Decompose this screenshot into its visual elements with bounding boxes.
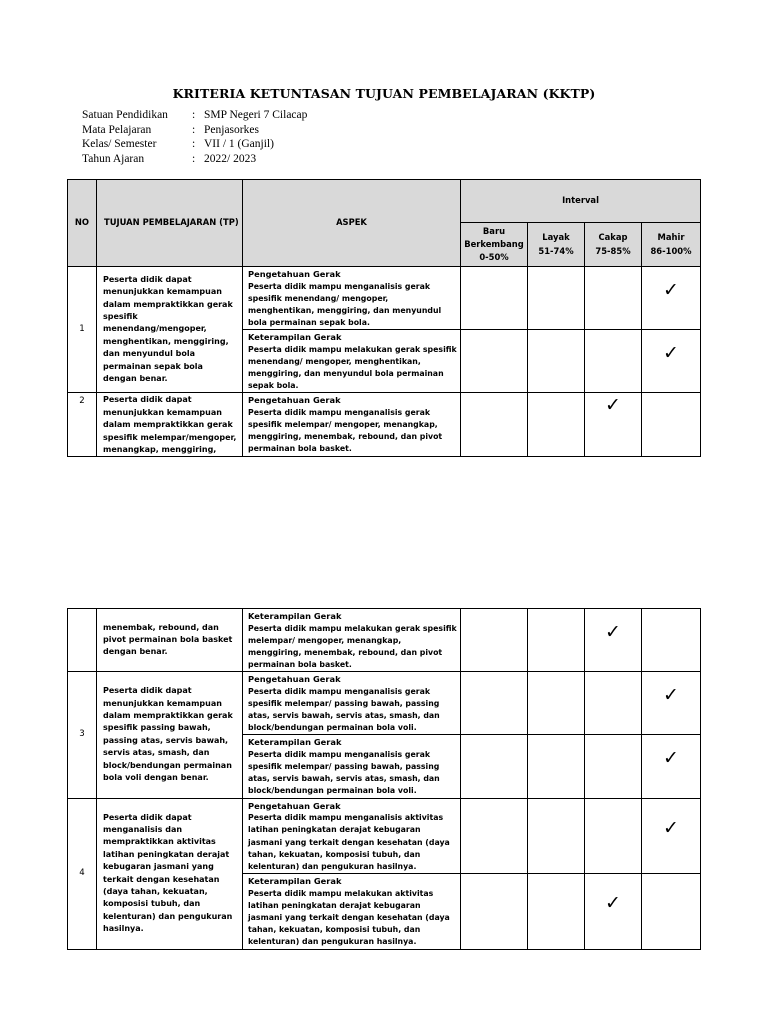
level-range: 86-100% [650,245,692,256]
row-number: 2 [68,393,97,457]
aspek-cell [243,873,461,949]
meta-label: Satuan Pendidikan [82,109,168,121]
header-level-mahir [642,223,701,267]
aspek-desc: Peserta didik mampu melakukan aktivitas latihan peningkatan derajat kebugaran jasmani yang terkait dengan kesehatan (daya tahan, kekuatan, komposisi tubuh, dan kelenturan) dan pengukuran hasilnya. [248,888,450,946]
level-cell [528,609,585,672]
level-cell [528,798,585,873]
aspek-desc: Peserta didik mampu melakukan gerak spesifik melempar/ mengoper, menangkap, menggiring, menembak, rebound, dan pivot permainan bola basket. [248,623,457,670]
aspek-cell [243,330,461,393]
aspek-desc: Peserta didik mampu menganalisis aktivitas latihan peningkatan derajat kebugaran jasmani yang terkait dengan kesehatan (daya tahan, kekuatan, komposisi tubuh, dan kelenturan) dan pengukuran hasilnya. [248,813,450,871]
aspek-cell [243,672,461,735]
meta-value: SMP Negeri 7 Cilacap [204,109,308,121]
level-cell [461,330,528,393]
level-cell [528,330,585,393]
level-range: 51-74% [538,245,574,256]
level-range: 0-50% [479,252,509,262]
level-cell [642,735,701,798]
aspek-title: Keterampilan Gerak [248,332,342,343]
level-cell [642,330,701,393]
check-icon: ✓ [663,684,679,707]
header-row [68,180,701,223]
row-number: 1 [68,267,97,393]
table-row [68,672,701,735]
check-icon: ✓ [605,394,621,417]
tp-text: menembak, rebound, dan pivot permainan bola basket dengan benar. [97,609,243,672]
tp-text: Peserta didik dapat menunjukkan kemampuan dalam mempraktikkan gerak spesifik menendang/mengoper, menghentikan, menggiring, dan menyundul bola permainan sepak bola dengan benar. [97,267,243,393]
header-level-baru [461,223,528,267]
meta-label: Tahun Ajaran [82,152,145,165]
header-interval: Interval [461,180,701,223]
level-cell [461,267,528,330]
level-name: Baru Berkembang [464,225,524,249]
level-cell [585,609,642,672]
check-icon: ✓ [605,621,621,643]
aspek-cell [243,393,461,457]
check-icon: ✓ [663,816,679,839]
meta-colon: : [192,109,196,121]
aspek-cell [243,267,461,330]
header-level-cakap [585,223,642,267]
aspek-desc: Peserta didik mampu menganalisis gerak spesifik melempar/ passing bawah, passing atas, servis bawah, servis atas, smash, dan block/bendungan permainan bola voli. [248,750,440,796]
kktp-table-page1 [67,179,701,457]
level-name: Mahir [657,232,685,243]
meta-value: VII / 1 (Ganjil) [204,138,274,150]
table-row [68,609,701,672]
level-cell [585,672,642,735]
meta-colon: : [192,138,196,150]
header-no: NO [68,180,97,267]
aspek-cell [243,735,461,798]
table-row [68,267,701,330]
level-cell [642,393,701,457]
aspek-title: Pengetahuan Gerak [248,800,341,811]
level-cell [528,267,585,330]
level-name: Cakap [598,232,628,243]
level-cell [528,393,585,457]
meta-value: 2022/ 2023 [204,152,257,165]
level-cell [642,609,701,672]
aspek-desc: Peserta didik mampu menganalisis gerak spesifik melempar/ mengoper, menangkap, menggiring, menembak, rebound, dan pivot permainan bola basket. [248,408,443,454]
meta-label: Kelas/ Semester [82,138,157,150]
check-icon: ✓ [663,279,679,301]
table-row [68,393,701,457]
level-name: Layak [542,232,570,243]
aspek-title: Pengetahuan Gerak [248,674,341,685]
level-cell [585,330,642,393]
header-aspek: ASPEK [243,180,461,267]
tp-text: Peserta didik dapat menunjukkan kemampuan dalam mempraktikkan gerak spesifik passing bawah, passing atas, servis bawah, servis atas, smash, dan block/bendungan permainan bola voli dengan benar. [97,672,243,798]
level-cell [642,798,701,873]
level-cell [528,873,585,949]
check-icon: ✓ [663,747,679,770]
level-cell [585,735,642,798]
level-cell [528,735,585,798]
aspek-cell [243,798,461,873]
aspek-desc: Peserta didik mampu menganalisis gerak spesifik melempar/ passing bawah, passing atas, servis bawah, servis atas, smash, dan block/bendungan permainan bola voli. [248,687,440,733]
page-title: KRITERIA KETUNTASAN TUJUAN PEMBELAJARAN (KKTP) [172,86,596,101]
level-cell [642,672,701,735]
level-cell [461,798,528,873]
meta-value: Penjasorkes [204,123,259,136]
level-cell [461,735,528,798]
level-cell [461,873,528,949]
level-cell [585,873,642,949]
check-icon: ✓ [605,891,621,914]
level-cell [528,672,585,735]
row-number [68,609,97,672]
aspek-title: Keterampilan Gerak [248,875,342,886]
level-range: 75-85% [595,245,631,256]
level-cell [461,672,528,735]
aspek-title: Pengetahuan Gerak [248,269,341,279]
check-icon: ✓ [663,342,679,365]
table-row [68,798,701,873]
aspek-desc: Peserta didik mampu melakukan gerak spesifik menendang/ mengoper, menghentikan, menggiring, dan menyundul bola permainan sepak bola. [248,345,457,391]
row-number: 3 [68,672,97,798]
level-cell [585,393,642,457]
level-cell [461,609,528,672]
tp-text: Peserta didik dapat menganalisis dan mempraktikkan aktivitas latihan peningkatan derajat kebugaran jasmani yang terkait dengan kesehatan (daya tahan, kekuatan, komposisi tubuh, dan kelenturan) dan pengukuran hasilnya. [97,798,243,949]
row-number: 4 [68,798,97,949]
aspek-title: Keterampilan Gerak [248,737,342,748]
aspek-title: Keterampilan Gerak [248,611,342,621]
level-cell [461,393,528,457]
tp-text: Peserta didik dapat menunjukkan kemampuan dalam mempraktikkan gerak spesifik melempar/mengoper, menangkap, menggiring, [97,393,243,457]
aspek-cell [243,609,461,672]
level-cell [585,267,642,330]
level-cell [642,267,701,330]
meta-colon: : [192,152,196,165]
aspek-desc: Peserta didik mampu menganalisis gerak spesifik menendang/ mengoper, menghentikan, menggiring, dan menyundul bola permainan sepak bola. [248,281,442,328]
level-cell [585,798,642,873]
header-tp: TUJUAN PEMBELAJARAN (TP) [97,180,243,267]
level-cell [642,873,701,949]
meta-colon: : [192,123,196,136]
header-level-layak [528,223,585,267]
aspek-title: Pengetahuan Gerak [248,395,341,406]
meta-label: Mata Pelajaran [82,123,152,136]
kktp-table-page2 [67,608,701,950]
